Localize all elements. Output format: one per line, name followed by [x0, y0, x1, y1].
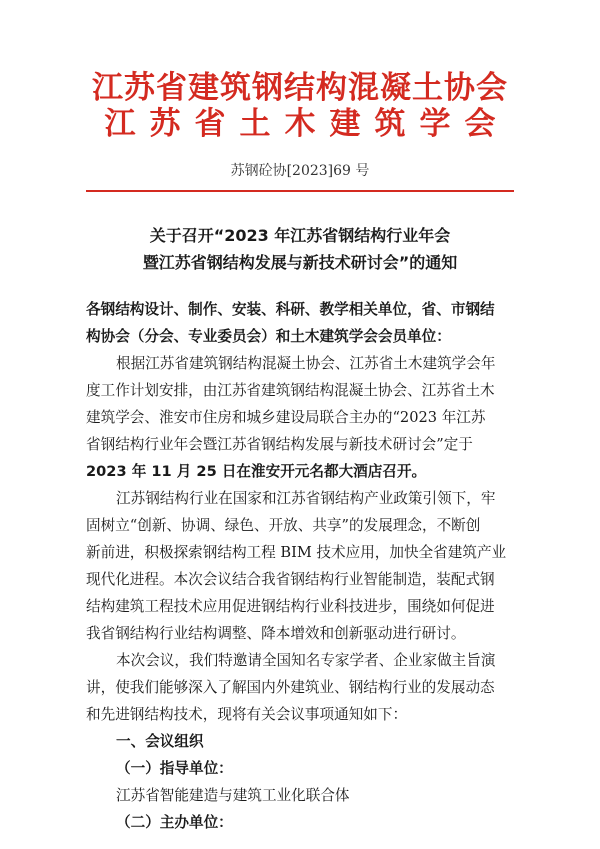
meeting-date-line: 2023 年 11 月 25 日在淮安开元名都大酒店召开。 [86, 463, 427, 480]
paragraph-line: 本次会议，我们特邀请全国知名专家学者、企业家做主旨演 [116, 652, 496, 669]
subsection-heading: （二）主办单位： [116, 814, 233, 831]
paragraph-line: 新前进，积极探索钢结构工程 BIM 技术应用，加快全省建筑产业 [86, 544, 507, 561]
paragraph-line: 固树立“创新、协调、绿色、开放、共享”的发展理念，不断创 [86, 517, 481, 534]
issuer-name-2: 江苏省土木建筑学会 [104, 106, 510, 142]
red-divider [86, 190, 514, 192]
paragraph-line: 江苏钢结构行业在国家和江苏省钢结构产业政策引领下，牢 [116, 490, 496, 507]
paragraph-line: 根据江苏省建筑钢结构混凝土协会、江苏省土木建筑学会年 [116, 355, 496, 372]
paragraph-line: 建筑学会、淮安市住房和城乡建设局联合主办的“2023 年江苏 [86, 409, 486, 426]
addressee-line: 构协会（分会、专业委员会）和土木建筑学会会员单位： [86, 328, 451, 345]
section-heading: 一、会议组织 [116, 733, 204, 750]
paragraph-line: 结构建筑工程技术应用促进钢结构行业科技进步，围绕如何促进 [86, 598, 495, 615]
paragraph-line: 省钢结构行业年会暨江苏省钢结构发展与新技术研讨会”定于 [86, 436, 473, 453]
paragraph-line: 度工作计划安排，由江苏省建筑钢结构混凝土协会、江苏省土木 [86, 382, 495, 399]
paragraph-line: 我省钢结构行业结构调整、降本增效和创新驱动进行研讨。 [86, 625, 466, 642]
subsection-heading: （一）指导单位： [116, 760, 233, 777]
notice-title-line-2: 暨江苏省钢结构发展与新技术研讨会”的通知 [142, 253, 458, 272]
addressee-line: 各钢结构设计、制作、安装、科研、教学相关单位，省、市钢结 [86, 301, 495, 318]
document-number: 苏钢砼协[2023]69 号 [230, 163, 370, 179]
issuer-name-1: 江苏省建筑钢结构混凝土协会 [92, 70, 508, 106]
paragraph-line: 讲，使我们能够深入了解国内外建筑业、钢结构行业的发展动态 [86, 679, 495, 696]
notice-title-line-1: 关于召开“2023 年江苏省钢结构行业年会 [149, 226, 451, 245]
paragraph-line: 和先进钢结构技术，现将有关会议事项通知如下： [86, 706, 408, 723]
paragraph-line: 现代化进程。本次会议结合我省钢结构行业智能制造，装配式钢 [86, 571, 495, 588]
subsection-text: 江苏省智能建造与建筑工业化联合体 [116, 787, 350, 804]
